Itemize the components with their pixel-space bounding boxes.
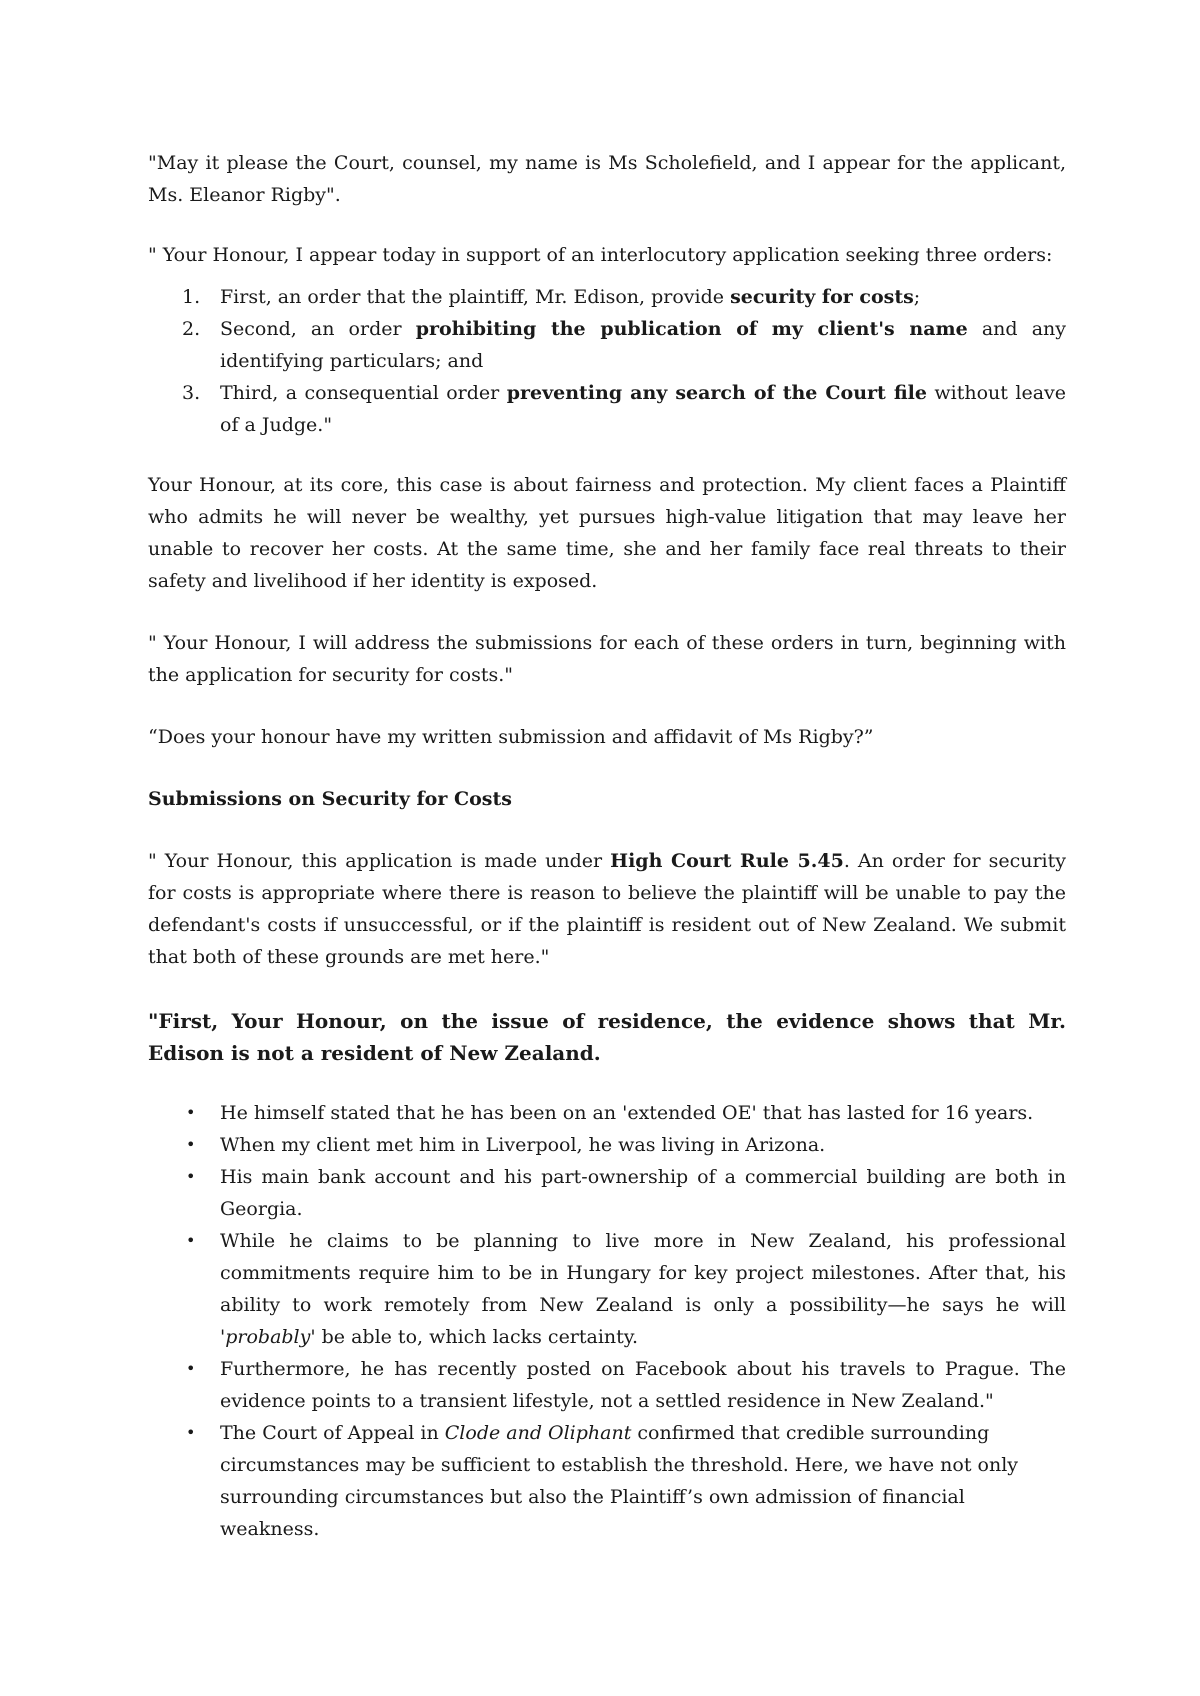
order-emphasis: preventing any search of the Court file bbox=[506, 382, 927, 404]
evidence-text: His main bank account and his part-ownership of a commercial building are both in Georgia. bbox=[220, 1166, 1066, 1220]
order-text: Second, an order bbox=[220, 318, 416, 340]
order-item-3 bbox=[148, 377, 1066, 441]
order-text: Third, a consequential order bbox=[220, 382, 507, 404]
evidence-text-end: confirmed that credible surrounding circumstances may be sufficient to establish the threshold. Here, we have not only surrounding circumstances but also the Plaintiff’s own admission of financial weakness. bbox=[220, 1422, 1019, 1540]
rule-text: " Your Honour, this application is made under bbox=[148, 850, 611, 872]
list-number: 2. bbox=[182, 318, 201, 340]
rule-text-end: . An order for security for costs is appropriate where there is reason to believe the plaintiff will be unable to pay the defendant's costs if unsuccessful, or if the plaintiff is resident out of New Zealand. We submit that both of these grounds are met here." bbox=[148, 850, 1066, 968]
document-body bbox=[148, 147, 1066, 1545]
case-name: Clode and Oliphant bbox=[444, 1422, 632, 1444]
evidence-text: He himself stated that he has been on an 'extended OE' that has lasted for 16 years. bbox=[220, 1102, 1034, 1124]
bullet-marker: • bbox=[186, 1231, 196, 1250]
intro-paragraph: "May it please the Court, counsel, my name is Ms Scholefield, and I appear for the applicant, Ms. Eleanor Rigby". bbox=[148, 152, 1066, 206]
list-number: 1. bbox=[182, 286, 201, 308]
bullet-marker: • bbox=[186, 1167, 196, 1186]
evidence-item-6 bbox=[148, 1417, 1066, 1545]
order-text: First, an order that the plaintiff, Mr. Edison, provide bbox=[220, 286, 731, 308]
evidence-text-end: be able to, which lacks certainty. bbox=[315, 1326, 639, 1348]
order-text-end: without leave of a Judge." bbox=[220, 382, 1066, 436]
bullet-marker: • bbox=[186, 1359, 196, 1378]
evidence-text: The Court of Appeal in bbox=[220, 1422, 445, 1444]
orders-list bbox=[148, 281, 1066, 441]
evidence-item-3 bbox=[148, 1161, 1066, 1225]
order-emphasis: security for costs bbox=[730, 286, 914, 308]
evidence-text: While he claims to be planning to live more in New Zealand, his professional commitments require him to be in Hungary for key project milestones. After that, his ability to work remotely from New Zealand is only a possibility—he says he will bbox=[220, 1230, 1066, 1316]
evidence-text: When my client met him in Liverpool, he was living in Arizona. bbox=[220, 1134, 826, 1156]
residence-lead-paragraph: "First, Your Honour, on the issue of residence, the evidence shows that Mr. Edison is not a resident of New Zealand. bbox=[148, 1009, 1066, 1065]
section-heading: Submissions on Security for Costs bbox=[148, 788, 512, 810]
core-paragraph: Your Honour, at its core, this case is about fairness and protection. My client faces a Plaintiff who admits he will never be wealthy, yet pursues high-value litigation that may leave her unable to recover her costs. At the same time, she and her family face real threats to their safety and livelihood if her identity is exposed. bbox=[148, 474, 1066, 592]
bullet-marker: • bbox=[186, 1423, 196, 1442]
order-emphasis: prohibiting the publication of my client's name bbox=[415, 318, 968, 340]
order-text-end: ; bbox=[913, 286, 921, 308]
evidence-item-1 bbox=[148, 1097, 1066, 1129]
rule-paragraph bbox=[148, 845, 1066, 973]
bullet-marker: • bbox=[186, 1103, 196, 1122]
address-paragraph: " Your Honour, I will address the submissions for each of these orders in turn, beginning with the application for security for costs." bbox=[148, 632, 1066, 686]
bullet-marker: • bbox=[186, 1135, 196, 1154]
application-intro-paragraph: " Your Honour, I appear today in support of an interlocutory application seeking three orders: bbox=[148, 244, 1053, 266]
order-item-2 bbox=[148, 313, 1066, 377]
evidence-text: Furthermore, he has recently posted on Facebook about his travels to Prague. The evidence points to a transient lifestyle, not a settled residence in New Zealand." bbox=[220, 1358, 1066, 1412]
rule-citation: High Court Rule 5.45 bbox=[610, 850, 844, 872]
order-text-end: and any identifying particulars; and bbox=[220, 318, 1066, 372]
evidence-list bbox=[148, 1097, 1066, 1545]
evidence-item-5 bbox=[148, 1353, 1066, 1417]
evidence-item-4 bbox=[148, 1225, 1066, 1353]
order-item-1 bbox=[148, 281, 1066, 313]
evidence-item-2 bbox=[148, 1129, 1066, 1161]
evidence-quote: 'probably' bbox=[220, 1326, 316, 1348]
question-paragraph: “Does your honour have my written submission and affidavit of Ms Rigby?” bbox=[148, 726, 874, 748]
list-number: 3. bbox=[182, 382, 201, 404]
